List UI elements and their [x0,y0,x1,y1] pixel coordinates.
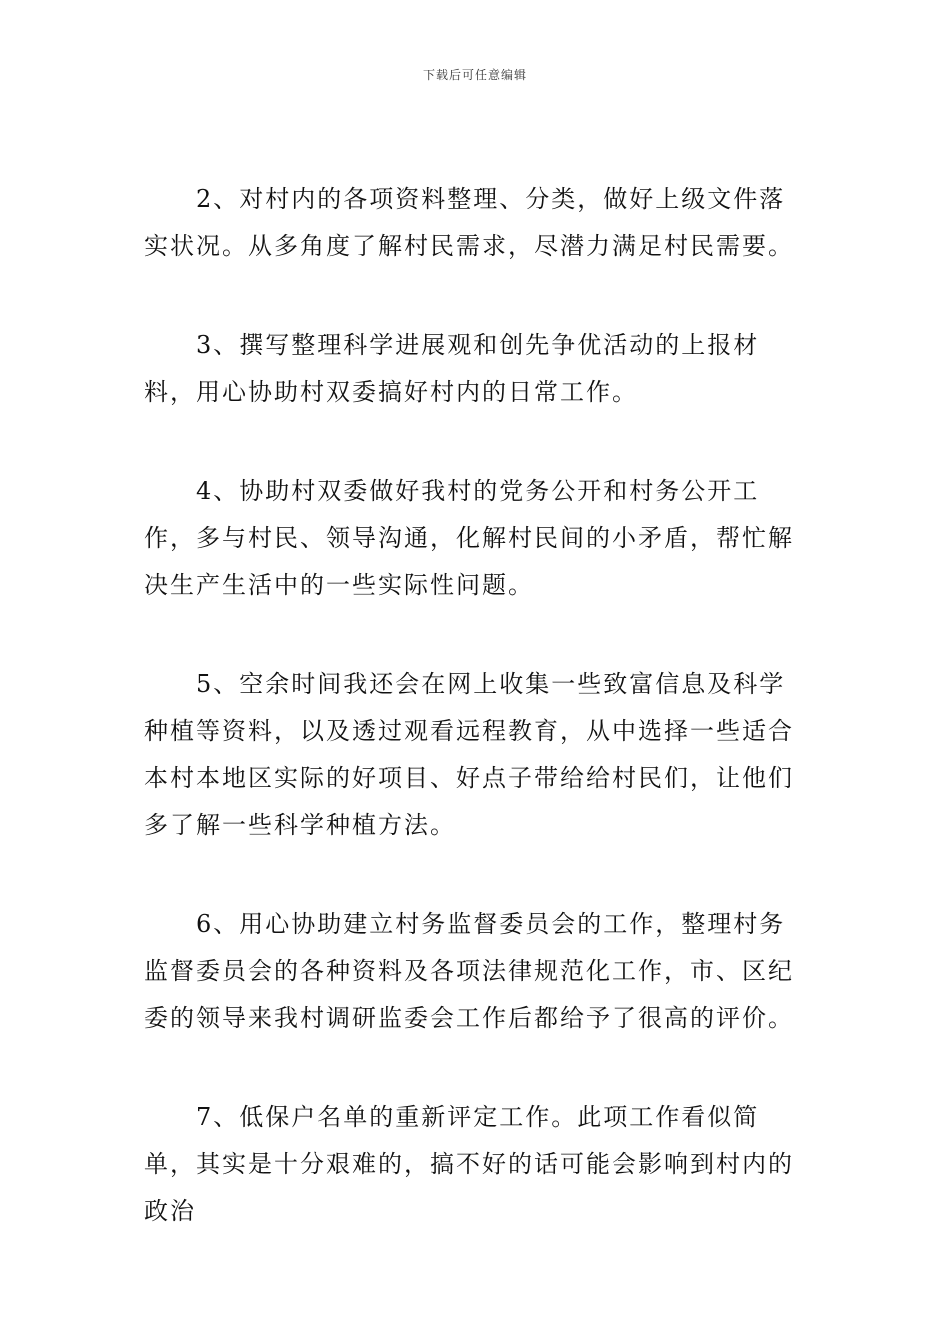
paragraph-item-2: 2、对村内的各项资料整理、分类，做好上级文件落实状况。从多角度了解村民需求，尽潜力满足村民需要。 [144,185,794,260]
paragraph-item-3: 3、撰写整理科学进展观和创先争优活动的上报材料，用心协助村双委搞好村内的日常工作。 [144,331,760,406]
document-body [144,176,807,1235]
header-note: 下载后可任意编辑 [422,68,527,82]
paragraph-item-4: 4、协助村双委做好我村的党务公开和村务公开工作，多与村民、领导沟通，化解村民间的小矛盾，帮忙解决生产生活中的一些实际性问题。 [144,477,794,599]
paragraph-item-7: 7、低保户名单的重新评定工作。此项工作看似简单，其实是十分艰难的，搞不好的话可能会影响到村内的政治 [144,1103,794,1225]
paragraph-item-5: 5、空余时间我还会在网上收集一些致富信息及科学种植等资料，以及透过观看远程教育，从中选择一些适合本村本地区实际的好项目、好点子带给给村民们，让他们多了解一些科学种植方法。 [144,670,794,839]
paragraph-item-6: 6、用心协助建立村务监督委员会的工作，整理村务监督委员会的各种资料及各项法律规范化工作，市、区纪委的领导来我村调研监委会工作后都给予了很高的评价。 [144,910,794,1032]
